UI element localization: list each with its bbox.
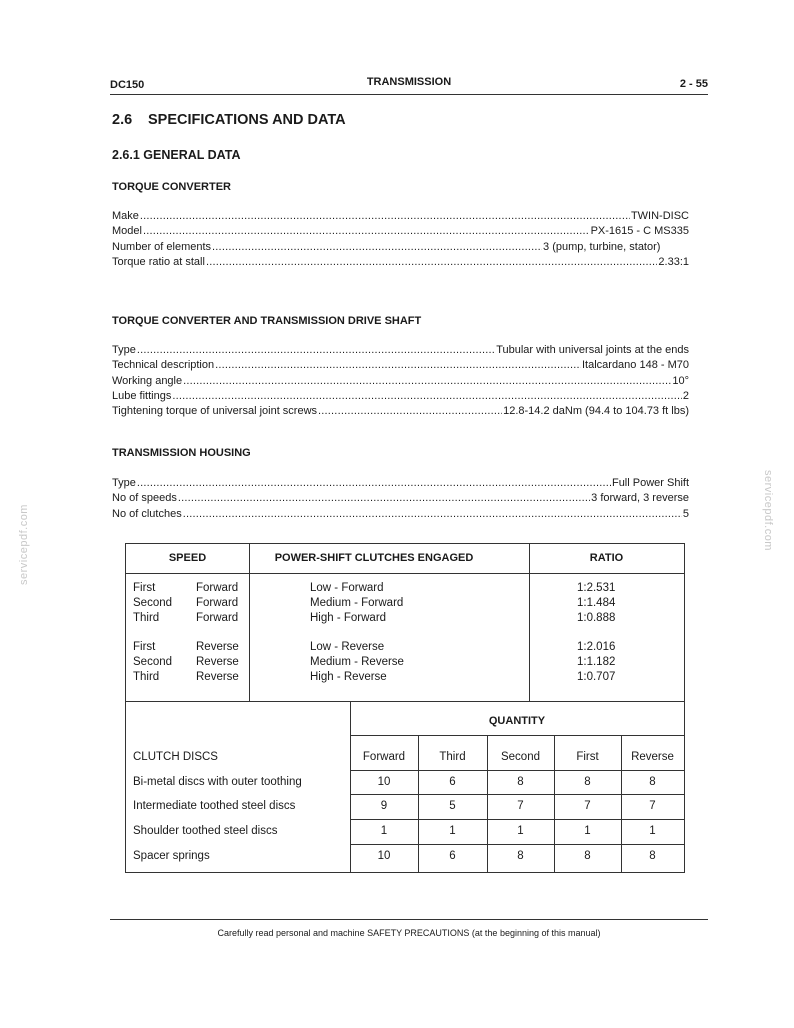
spec-value: 2.33:1 — [658, 255, 689, 268]
section-title — [112, 112, 346, 128]
spec-value: Italcardano 148 - M70 — [581, 359, 689, 372]
qty-cell: 8 — [584, 850, 591, 862]
drive-shaft-specs — [112, 343, 689, 419]
spec-row-tightening-torque — [112, 404, 689, 419]
spec-value: Full Power Shift — [611, 477, 689, 489]
ratio-third-forward: 1:0.888 — [577, 612, 616, 624]
qty-cell: 1 — [584, 825, 591, 837]
qty-cell: 1 — [517, 825, 524, 837]
dir-reverse: Reverse — [196, 656, 239, 668]
watermark-right: servicepdf.com — [762, 470, 774, 551]
spec-row-type — [112, 343, 689, 358]
spec-label: Type — [112, 344, 136, 356]
spec-row-type — [112, 476, 689, 491]
clutch-low-reverse: Low - Reverse — [310, 641, 385, 653]
spec-label: Make — [112, 210, 139, 222]
header-rule — [110, 94, 708, 95]
ratio-second-reverse: 1:1.182 — [577, 656, 616, 668]
ratio-second-forward: 1:1.484 — [577, 597, 616, 609]
col-first: First — [576, 751, 599, 763]
row-label-intermediate: Intermediate toothed steel discs — [133, 800, 296, 812]
dir-reverse: Reverse — [196, 641, 239, 653]
col-third: Third — [439, 751, 466, 763]
dir-forward: Forward — [196, 582, 239, 594]
ratio-first-reverse: 1:2.016 — [577, 641, 616, 653]
gear-first-reverse: First — [133, 641, 156, 653]
qty-cell: 6 — [449, 776, 456, 788]
qty-cell: 8 — [517, 850, 524, 862]
clutch-discs-header: CLUTCH DISCS — [133, 751, 218, 763]
spec-row-technical-description — [112, 358, 689, 373]
leader-dots — [183, 374, 671, 389]
watermark-left: servicepdf.com — [18, 504, 30, 585]
torque-converter-heading: TORQUE CONVERTER — [112, 181, 231, 193]
section-title-text: SPECIFICATIONS AND DATA — [148, 112, 346, 128]
ratio-third-reverse: 1:0.707 — [577, 671, 616, 683]
ratio-first-forward: 1:2.531 — [577, 582, 616, 594]
qty-cell: 10 — [377, 776, 391, 788]
table-line — [529, 544, 530, 701]
spec-value: 3 forward, 3 reverse — [591, 492, 689, 505]
table-line — [350, 770, 684, 771]
qty-cell: 5 — [449, 800, 456, 812]
dir-forward: Forward — [196, 612, 239, 624]
ratio-header: RATIO — [589, 552, 624, 564]
leader-dots — [137, 476, 611, 491]
spec-row-make — [112, 209, 689, 224]
qty-cell: 8 — [649, 776, 656, 788]
qty-cell: 8 — [649, 850, 656, 862]
clutches-header: POWER-SHIFT CLUTCHES ENGAGED — [274, 552, 474, 564]
clutch-medium-reverse: Medium - Reverse — [310, 656, 404, 668]
spec-label: Torque ratio at stall — [112, 255, 205, 268]
speed-clutch-table — [125, 543, 685, 873]
dir-reverse: Reverse — [196, 671, 239, 683]
gear-second-reverse: Second — [133, 656, 173, 668]
spec-value: PX-1615 - C MS335 — [590, 225, 689, 238]
spec-label: Technical description — [112, 359, 215, 372]
header-model: DC150 — [110, 79, 145, 91]
header-page-number: 2 - 55 — [679, 78, 708, 90]
leader-dots — [215, 358, 581, 373]
qty-cell: 8 — [517, 776, 524, 788]
quantity-header: QUANTITY — [488, 715, 546, 727]
spec-label: No of clutches — [112, 507, 182, 520]
spec-row-working-angle — [112, 374, 689, 389]
gear-second-forward: Second — [133, 597, 173, 609]
section-number: 2.6 — [112, 112, 133, 128]
qty-cell: 8 — [584, 776, 591, 788]
housing-heading: TRANSMISSION HOUSING — [112, 447, 251, 459]
spec-value: TWIN-DISC — [630, 210, 689, 222]
row-label-bi-metal: Bi-metal discs with outer toothing — [133, 776, 302, 788]
qty-cell: 1 — [649, 825, 656, 837]
clutch-medium-forward: Medium - Forward — [310, 597, 404, 609]
clutch-low-forward: Low - Forward — [310, 582, 384, 594]
qty-cell: 6 — [449, 850, 456, 862]
col-forward: Forward — [362, 751, 406, 763]
footer-safety-note: Carefully read personal and machine SAFETY PRECAUTIONS (at the beginning of this manual) — [217, 928, 601, 938]
subsection-title: 2.6.1 GENERAL DATA — [112, 148, 241, 162]
spec-row-speeds — [112, 491, 689, 506]
qty-cell: 10 — [377, 850, 391, 862]
page-header — [110, 76, 708, 94]
leader-dots — [183, 507, 682, 522]
qty-cell: 7 — [517, 800, 524, 812]
gear-third-forward: Third — [133, 612, 160, 624]
spec-value: Tubular with universal joints at the ends — [496, 344, 689, 356]
leader-dots — [140, 209, 630, 224]
torque-converter-specs — [112, 209, 689, 270]
row-label-spacer-springs: Spacer springs — [133, 850, 210, 862]
table-line — [350, 819, 684, 820]
header-chapter: TRANSMISSION — [366, 76, 452, 88]
spec-row-torque-ratio — [112, 255, 689, 270]
housing-specs — [112, 476, 689, 522]
spec-value: 12.8-14.2 daNm (94.4 to 104.73 ft lbs) — [503, 405, 689, 418]
footer-rule — [110, 919, 708, 920]
spec-label: Model — [112, 225, 142, 238]
speed-header: SPEED — [168, 552, 207, 564]
spec-label: Tightening torque of universal joint screws — [112, 405, 318, 418]
clutch-high-forward: High - Forward — [310, 612, 387, 624]
spec-value: 10° — [672, 374, 689, 387]
spec-value: 2 — [682, 389, 689, 402]
spec-label: Type — [112, 477, 136, 489]
qty-cell: 1 — [449, 825, 456, 837]
leader-dots — [137, 343, 495, 358]
leader-dots — [143, 224, 590, 239]
leader-dots — [212, 240, 542, 255]
gear-third-reverse: Third — [133, 671, 160, 683]
spec-row-clutches — [112, 507, 689, 522]
spec-label: Working angle — [112, 374, 183, 387]
spec-row-lube-fittings — [112, 389, 689, 404]
spec-label: Lube fittings — [112, 389, 172, 402]
table-line — [126, 701, 684, 702]
table-line — [350, 794, 684, 795]
table-line — [350, 844, 684, 845]
table-line — [350, 735, 684, 736]
leader-dots — [318, 404, 502, 419]
qty-cell: 9 — [380, 800, 388, 812]
leader-dots — [172, 389, 682, 404]
leader-dots — [206, 255, 657, 270]
qty-cell: 7 — [649, 800, 656, 812]
qty-cell: 1 — [380, 825, 388, 837]
dir-forward: Forward — [196, 597, 239, 609]
table-line — [249, 544, 250, 701]
spec-label: Number of elements — [112, 240, 212, 253]
clutch-high-reverse: High - Reverse — [310, 671, 387, 683]
gear-first-forward: First — [133, 582, 156, 594]
spec-value: 3 (pump, turbine, stator) — [543, 240, 661, 253]
row-label-shoulder: Shoulder toothed steel discs — [133, 825, 278, 837]
col-second: Second — [500, 751, 540, 763]
drive-shaft-heading: TORQUE CONVERTER AND TRANSMISSION DRIVE SHAFT — [112, 315, 422, 327]
spec-row-model — [112, 224, 689, 239]
col-reverse: Reverse — [631, 751, 674, 763]
leader-dots — [178, 491, 590, 506]
table-line — [126, 573, 684, 574]
spec-value: 5 — [682, 507, 689, 520]
spec-row-elements — [112, 240, 689, 255]
qty-cell: 7 — [584, 800, 591, 812]
spec-label: No of speeds — [112, 492, 177, 505]
